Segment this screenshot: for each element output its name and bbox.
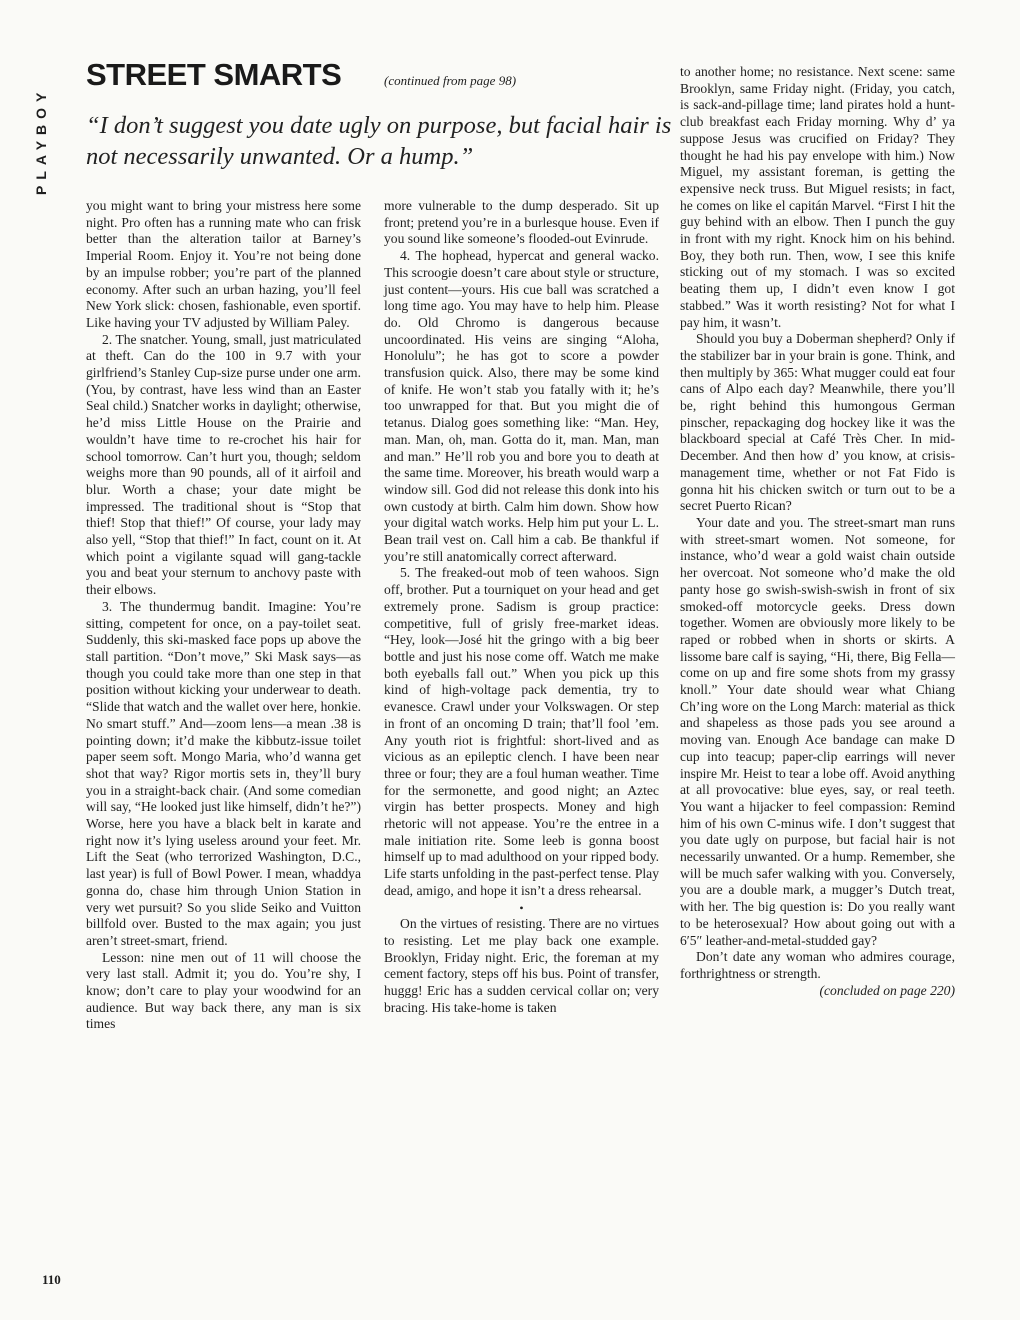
paragraph: On the virtues of resisting. There are no virtues to resisting. Let me play back one example. Brooklyn, Friday night. Eric, the foreman at my cement factory, steps off his bus. Point of transfer, huggg! Eric has a sudden cervical collar on; very bracing. His take-home is taken (384, 916, 659, 1015)
paragraph: 4. The hophead, hypercat and general wacko. This scroogie doesn’t care about style or structure, just content—yours. His cue ball was scratched a long time ago. You may have to help him. Please do. Old Chromo is dangerous because uncoordinated. His veins are singing “Aloha, Honolulu”; he has got to score a powder transfusion quick. Also, there may be some kind of knife. He won’t stab you fatally with it; he’s too unwrapped for that. But you might die of tetanus. Dialog goes something like: “Man. Hey, man. Man, oh, man. Gotta do it, man. Man, man and man.” He’ll rob you and bore you to death at the same time. Moreover, his breath would warp a window sill. God did not release this donk into his own custody at birth. Calm him down. Show how your digital watch works. Help him put your L. L. Bean trail vest on. Call him a cab. Be thankful if you’re still anatomically correct afterward. (384, 248, 659, 564)
page-number: 110 (42, 1272, 61, 1287)
text-column-1 (86, 198, 361, 1033)
paragraph: Lesson: nine men out of 11 will choose the very last stall. Admit it; you do. You’re shy, I know; don’t care to play your woodwind for an audience. But way back there, any man is six times (86, 949, 361, 1032)
paragraph: Should you buy a Doberman shepherd? Only if the stabilizer bar in your brain is gone. Think, and then multiply by 365: What mugger could eat four cans of Alpo each day? Meanwhile, there you’ll be, right behind this humongous German pinscher, repackaging dog hockey like it was the blackboard special at Café Très Cher. In mid-December. And then how d’ you know, at crisis-management time, whether or not Fat Fido is gonna hit his chicken switch or turn out to be a secret Puerto Rican? (680, 331, 955, 514)
concluded-note: (concluded on page 220) (819, 982, 955, 998)
magazine-name: PLAYBOY (33, 86, 49, 196)
pull-quote: “I don’t suggest you date ugly on purpose, but facial hair is not necessarily unwanted. Or a hump.” (86, 112, 672, 170)
paragraph: 5. The freaked-out mob of teen wahoos. Sign off, brother. Put a tourniquet on your head and get extremely prone. Sadism is group practice: competitive, full of grisly free-market ideas. “Hey, look—José hit the gringo with a big beer bottle and just his nose come off. Watch me make both eyeballs fall out.” When you pick up this kind of high-voltage pack dementia, try to evanesce. Crawl under your Volkswagen. Or step in front of an oncoming D train; that’ll fool ’em. Any youth riot is frightful: short-lived and as vicious as an epileptic clench. I have been near three or four; they are a foul human weather. Time for the sermonette, and good night; an Aztec virgin has better prospects. Money and high rhetoric will not appease. You’re the entree in a male initiation rite. Some leeb is gonna boost himself up to mad adulthood on your ripped body. Life starts unfolding in the past-perfect tense. Play dead, amigo, and hope it isn’t a dress rehearsal. (384, 565, 659, 898)
paragraph: you might want to bring your mistress here some night. Pro often has a running mate who can frisk better than the alteration tailor at Barney’s Imperial Room. Enjoy it. You’re not being done by an impulse robber; you’re part of the planned economy. After such an urban hazing, you’ll feel New York slick: chosen, fashionable, even sportif. Like having your TV adjusted by William Paley. (86, 198, 361, 330)
paragraph: 3. The thundermug bandit. Imagine: You’re sitting, competent for once, on a pay-toilet seat. Suddenly, this ski-masked face pops up above the stall partition. “Don’t move,” Ski Mask says—as though you could take more than one step in that position without kicking your underwear to death. “Slide that watch and the wallet over here, honkie. No smart stuff.” And—zoom lens—a mean .38 is pointing down; it’d make the kibbutz-issue toilet paper seem soft. Mongo Maria, who’d wanna get shot that way? Rigor mortis sets in, they’ll bury you in a straight-back chair. (And some comedian will say, “He looked just like himself, didn’t he?”) Worse, here you have a black belt in karate and right now it’s lying useless around your feet. Mr. Lift the Seat (who terrorized Washington, D.C., last year) is full of Bowl Power. I mean, whaddya gonna do, chase him through Union Station in very wet pursuit? So you slide Seiko and Vuitton billfold over. Busted to the max again; you just aren’t street-smart, friend. (86, 598, 361, 948)
continued-note: (continued from page 98) (384, 73, 517, 88)
paragraph: Your date and you. The street-smart man runs with street-smart women. Not someone, for instance, who’d wear a gold waist chain outside her overcoat. Not someone who’d make the old panty hose go swish-swish-swish in front of six smoked-off motorcycle geeks. Dress down together. Women are obviously more likely to be raped or robbed when in shorts or skirts. A lissome bare calf is saying, “Hi, there, Big Fella—come on up and fire some shots from my grassy knoll.” Your date should wear what Chiang Ch’ing wore on the Long March: material as thick and shapeless as those pads you see around a moving van. Enough Ace bandage can make D cup into teacup; paper-clip earrings will never inspire Mr. Heist to tear a lobe off. Avoid anything at all provocative: blue eyes, say, or real teeth. You want a hijacker to feel compassion: Remind him of his own C-minus wife. I don’t suggest that you date ugly on purpose, but facial hair is not necessarily unwanted. Or a hump. Remember, she will be much safer walking with you. Conversely, you are a double mark, a mugger’s Dutch treat, with her. The big question is: Do you really want to be heterosexual? How about going out with a 6′5″ leather-and-metal-studded gay? (680, 514, 955, 948)
section-bullet: • (519, 900, 524, 915)
paragraph: to another home; no resistance. Next scene: same Brooklyn, same Friday night. (Friday, you catch, is sack-and-pillage time; land pirates hold a hunt-club breakfast each Friday morning. Why d’ ya suppose Jesus was crucified on Friday? They thought he had his pay envelope with him.) Now Miguel, my assistant foreman, is getting the expensive neck truss. But Miguel resists; in fact, he comes on like el capitán Marvel. “First I hit the guy behind with an elbow. Then I punch the guy in front with my right. Knock him on his behind. Boy, they both run. Then, wow, I see this knife sticking out of my stomach. I was so excited beating them up, I didn’t even know I got stabbed.” Was it worth resisting? Not for what I pay him, it wasn’t. (680, 64, 955, 330)
article-title: STREET SMARTS (86, 57, 342, 92)
paragraph: more vulnerable to the dump desperado. Sit up front; pretend you’re in a burlesque house. Even if you sound like someone’s flooded-out Evinrude. (384, 198, 659, 247)
text-column-2 (384, 198, 659, 1016)
paragraph: 2. The snatcher. Young, small, just matriculated at theft. Can do the 100 in 9.7 with your girlfriend’s Stanley Cup-size purse under one arm. (You, by contrast, have less wind than an Easter Seal child.) Snatcher works in daylight; otherwise, he’d miss Little House on the Prairie and wouldn’t have time to re-crochet his hair for school tomorrow. Can’t hurt you, though; seldom weighs more than 90 pounds, all of it airfoil and blur. Worth a chase; your date might be impressed. The traditional shout is “Stop that thief! Stop that thief!” Of course, your lady may also yell, “Stop that thief!” In fact, count on it. At which point a vigilante squad will gang-tackle you and beat your sternum to anchovy paste with their elbows. (86, 331, 361, 598)
text-column-3 (680, 64, 955, 999)
paragraph: Don’t date any woman who admires courage, forthrightness or strength. (680, 949, 955, 981)
